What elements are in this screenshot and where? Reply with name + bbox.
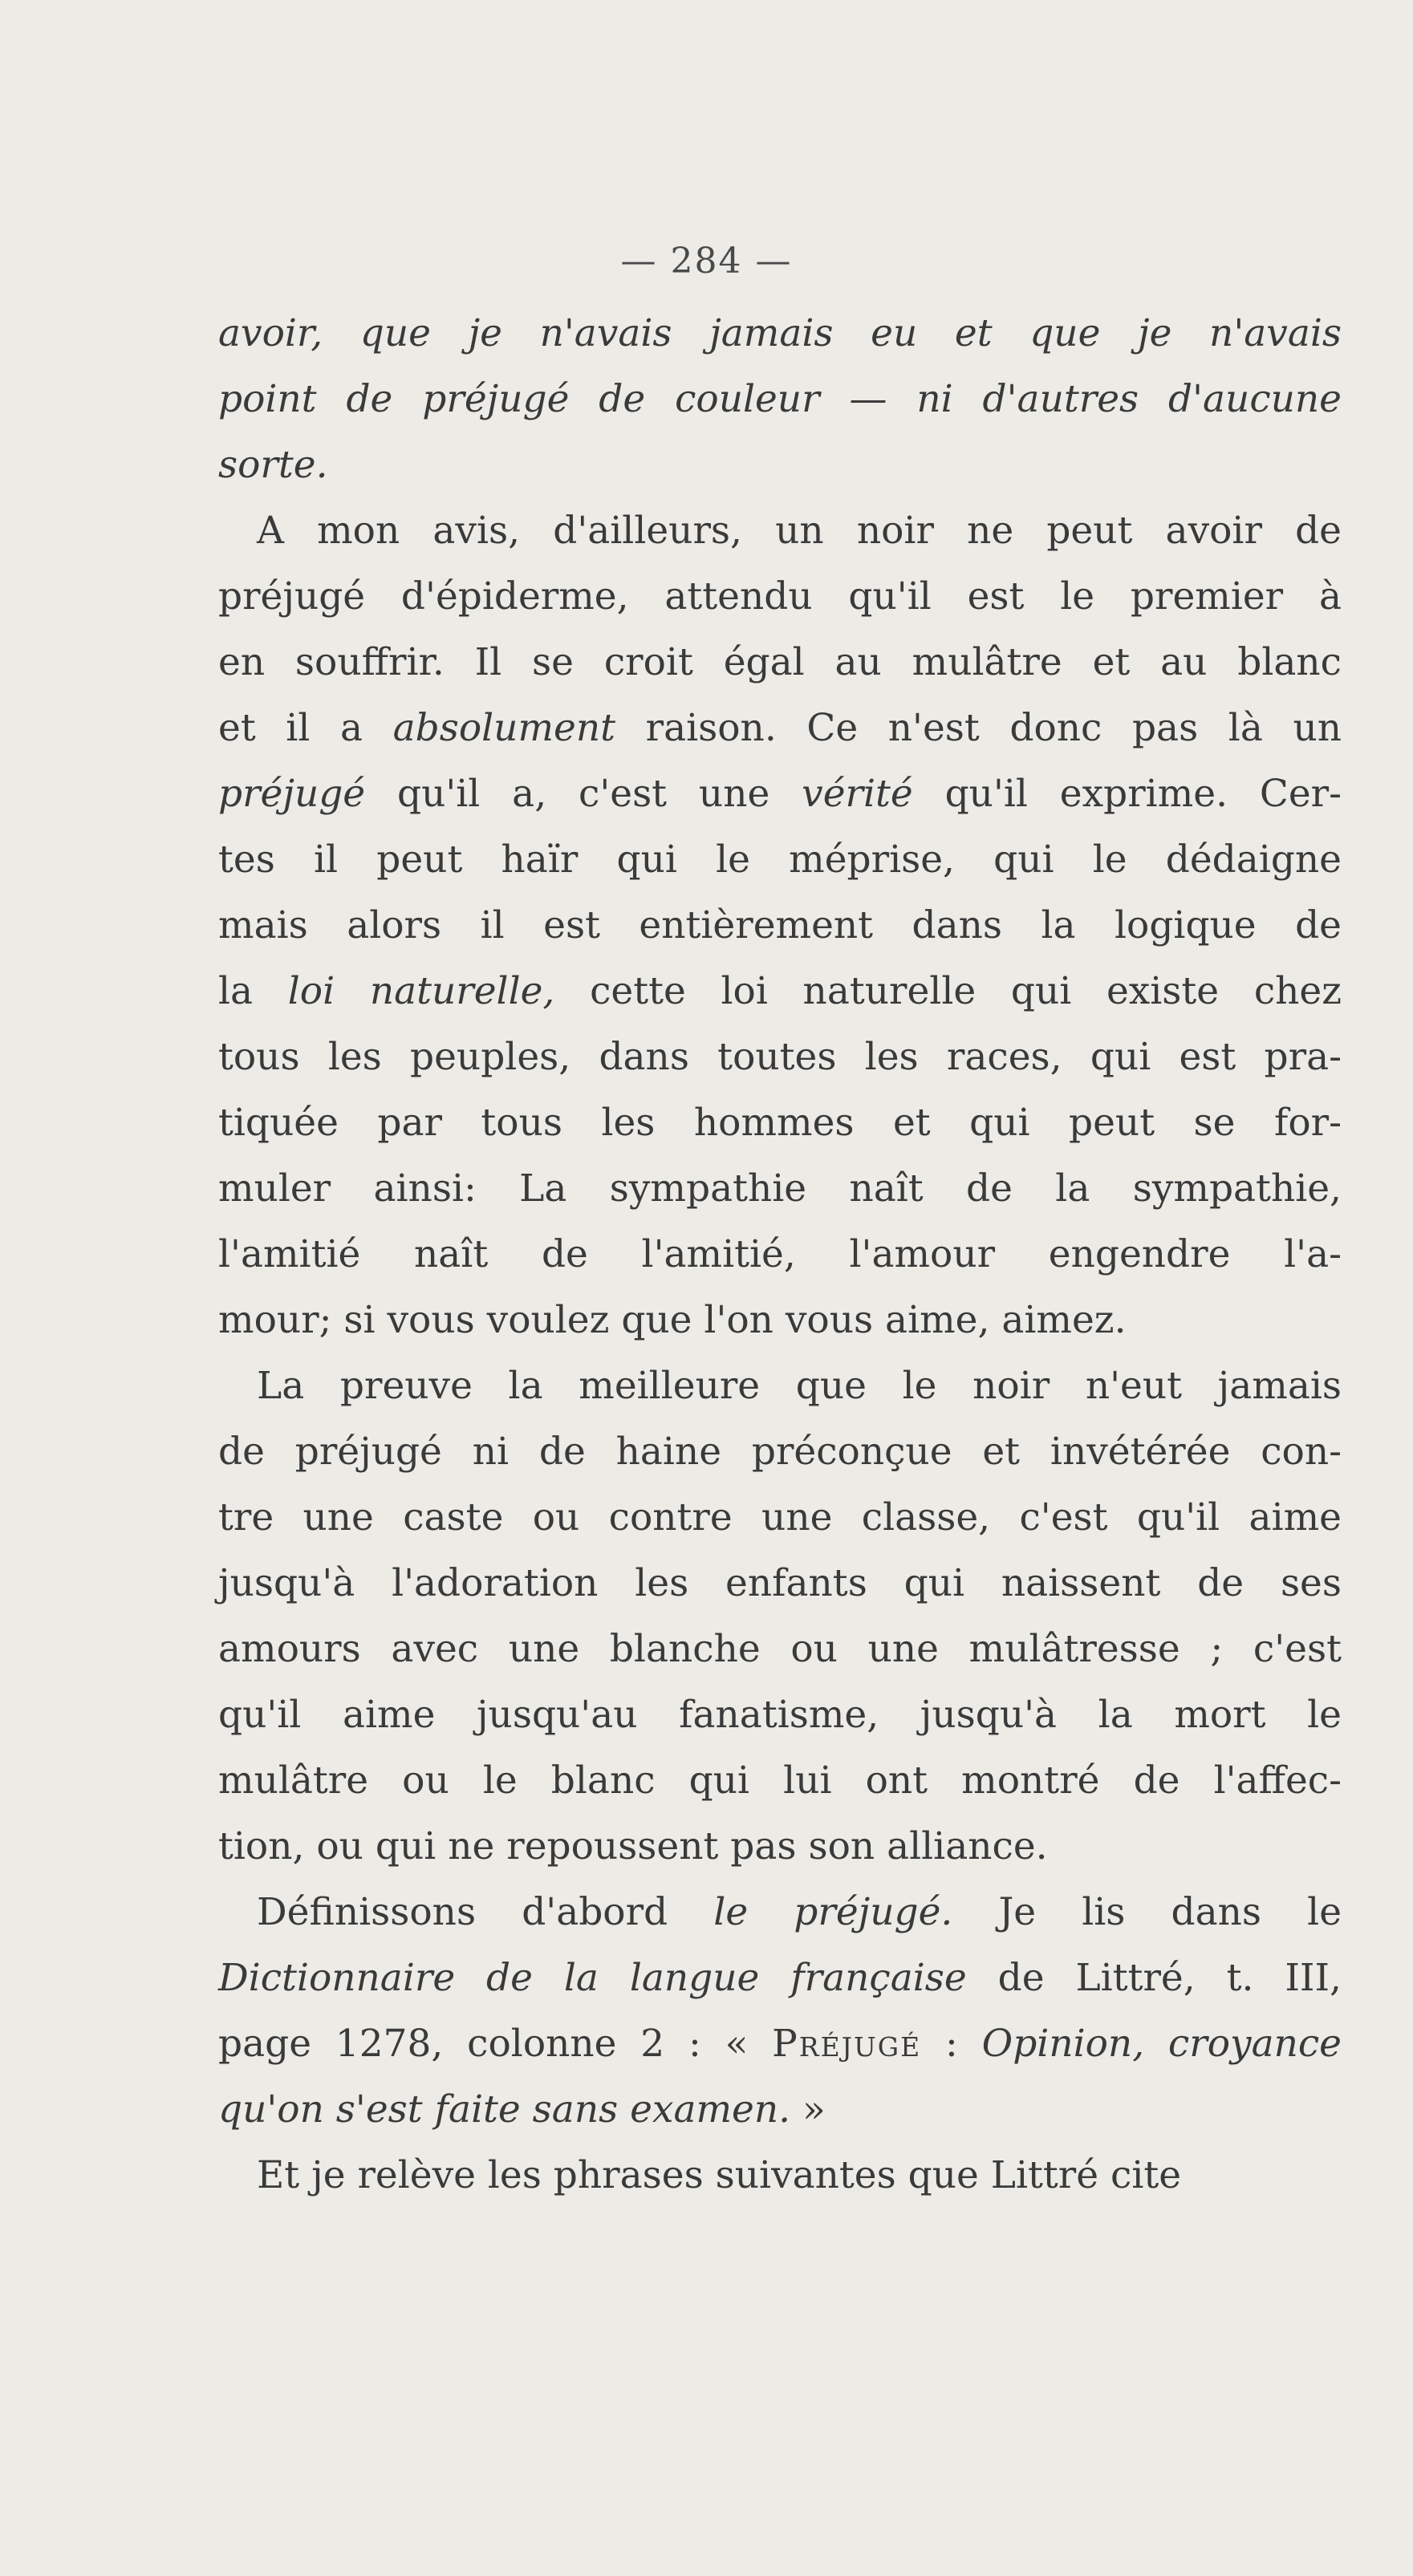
text-line	[218, 432, 1342, 498]
text-line	[218, 1682, 1342, 1748]
text-span: Je lis dans le	[952, 1890, 1342, 1934]
text-line	[218, 630, 1342, 696]
text-line	[218, 1945, 1342, 2011]
text-span: vérité	[802, 772, 913, 816]
text-line	[218, 1090, 1342, 1156]
text-span: :	[921, 2022, 982, 2066]
text-span: amours avec une blanche ou une mulâtresse ; c'est	[218, 1627, 1342, 1671]
text-line	[218, 2011, 1342, 2077]
text-span: page 1278, colonne 2 : «	[218, 2022, 773, 2066]
text-line	[218, 761, 1342, 827]
text-span: cette loi naturelle qui existe chez	[554, 969, 1342, 1013]
text-span: absolument	[392, 706, 615, 750]
text-line	[218, 2143, 1342, 2209]
text-span: Dictionnaire de la langue française	[218, 1956, 967, 2000]
text-span: tre une caste ou contre une classe, c'est qu'il aime	[218, 1495, 1342, 1540]
text-line	[218, 498, 1342, 564]
text-line	[218, 367, 1342, 432]
text-span: mais alors il est entièrement dans la logique de	[218, 903, 1342, 947]
text-line	[218, 696, 1342, 761]
text-line	[218, 1419, 1342, 1485]
text-line	[218, 2077, 1342, 2143]
text-span: mour; si vous voulez que l'on vous aime, aimez.	[218, 1298, 1127, 1342]
text-line	[218, 1617, 1342, 1682]
text-span: préjugé	[218, 772, 366, 816]
text-span: jusqu'à l'adoration les enfants qui naissent de ses	[218, 1561, 1342, 1605]
text-span: qu'il aime jusqu'au fanatisme, jusqu'à la mort le	[218, 1693, 1342, 1737]
text-line	[218, 827, 1342, 893]
text-span: tion, ou qui ne repoussent pas son alliance.	[218, 1824, 1048, 1868]
text-span: point de préjugé de couleur — ni d'autres d'aucune	[218, 377, 1342, 421]
body-text	[218, 301, 1342, 2209]
text-line	[218, 1551, 1342, 1617]
text-span: A mon avis, d'ailleurs, un noir ne peut avoir de	[257, 509, 1342, 553]
text-line	[218, 1748, 1342, 1814]
text-span: tes il peut haïr qui le méprise, qui le dédaigne	[218, 838, 1342, 882]
text-line	[218, 1485, 1342, 1551]
text-span: »	[790, 2087, 826, 2132]
text-span: et il a	[218, 706, 393, 750]
text-span: Et je relève les phrases suivantes que Littré cite	[257, 2153, 1182, 2197]
text-span: préjugé d'épiderme, attendu qu'il est le premier à	[218, 574, 1342, 619]
text-span: qu'il a, c'est une	[365, 772, 802, 816]
text-line	[218, 301, 1342, 367]
text-span: la	[218, 969, 288, 1013]
text-span: qu'on s'est faite sans examen.	[218, 2087, 791, 2132]
text-span: de Littré, t. III,	[966, 1956, 1342, 2000]
text-span: avoir, que je n'avais jamais eu et que je n'avais	[218, 311, 1342, 355]
text-line	[218, 959, 1342, 1024]
text-span: mulâtre ou le blanc qui lui ont montré de l'affec-	[218, 1759, 1342, 1803]
text-span: de préjugé ni de haine préconçue et invétérée con-	[218, 1430, 1342, 1474]
text-line	[218, 1353, 1342, 1419]
text-span: en souffrir. Il se croit égal au mulâtre et au blanc	[218, 640, 1342, 684]
text-span: qu'il exprime. Cer-	[912, 772, 1342, 816]
text-line	[218, 1024, 1342, 1090]
text-line	[218, 1880, 1342, 1945]
text-span: l'amitié naît de l'amitié, l'amour engendre l'a-	[218, 1232, 1342, 1276]
text-line	[218, 1814, 1342, 1880]
text-span: tiquée par tous les hommes et qui peut se for-	[218, 1101, 1342, 1145]
text-span: loi naturelle,	[287, 969, 555, 1013]
text-span: tous les peuples, dans toutes les races, qui est pra-	[218, 1035, 1342, 1079]
text-span: sorte.	[218, 443, 328, 487]
text-span: Définissons d'abord	[257, 1890, 714, 1934]
text-line	[218, 1222, 1342, 1288]
text-line	[218, 564, 1342, 630]
text-span: muler ainsi: La sympathie naît de la sympathie,	[218, 1166, 1342, 1211]
text-span: raison. Ce n'est donc pas là un	[615, 706, 1342, 750]
page-number: — 284 —	[620, 241, 793, 282]
text-line	[218, 1288, 1342, 1353]
text-line	[218, 893, 1342, 959]
text-line	[218, 1156, 1342, 1222]
text-span: Opinion, croyance	[981, 2022, 1342, 2066]
text-span: Préjugé	[772, 2022, 922, 2066]
text-span: La preuve la meilleure que le noir n'eut jamais	[257, 1364, 1342, 1408]
text-span: le préjugé.	[713, 1890, 953, 1934]
